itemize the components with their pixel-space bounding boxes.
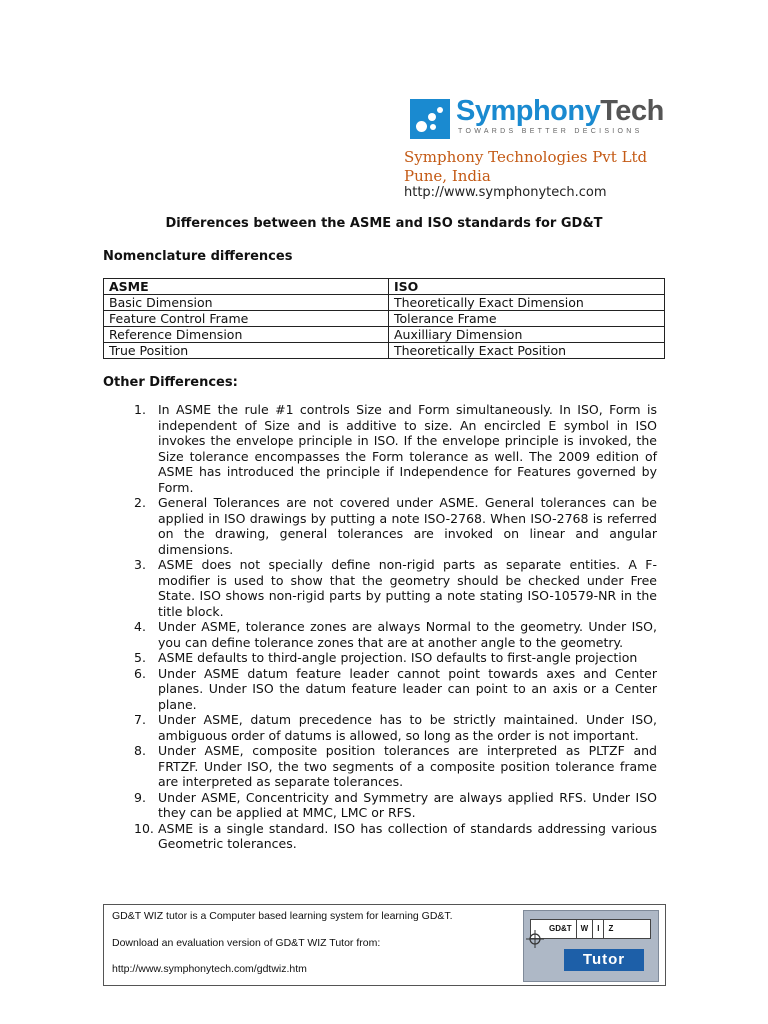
list-item [134,495,657,557]
table-cell-asme: Feature Control Frame [104,311,389,327]
badge-cell-i: I [592,920,603,938]
list-item [134,650,657,666]
table-cell-asme: Basic Dimension [104,295,389,311]
list-item-number: 1. [134,402,146,417]
table-row [104,343,665,359]
table-cell-iso: Auxilliary Dimension [389,327,665,343]
list-item-text: Under ASME, tolerance zones are always Normal to the geometry. Under ISO, you can define tolerance zones that are at another angle to the geometry. [158,619,657,650]
table-cell-iso: Theoretically Exact Position [389,343,665,359]
differences-list [134,402,657,852]
crosshair-icon [525,929,545,949]
list-item-text: ASME is a single standard. ISO has collection of standards addressing various Geometric tolerances. [158,820,657,851]
company-name: Symphony Technologies Pvt Ltd [404,148,648,166]
list-item-number: 2. [134,495,146,510]
company-location: Pune, India [404,167,491,185]
promo-download-text: Download an evaluation version of GD&T WIZ Tutor from: [112,937,381,949]
list-item-number: 4. [134,619,146,634]
promo-footer-box [103,904,666,986]
logo-tagline: TOWARDS BETTER DECISIONS [458,128,643,135]
nomenclature-table [103,278,665,359]
tutor-label: Tutor [564,949,644,971]
document-title: Differences between the ASME and ISO standards for GD&T [165,216,603,231]
badge-cell-w: W [576,920,593,938]
list-item-number: 8. [134,743,146,758]
company-address [404,148,647,186]
list-item [134,666,657,713]
table-cell-iso: Tolerance Frame [389,311,665,327]
table-row [104,327,665,343]
list-item [134,743,657,790]
list-item-number: 7. [134,712,146,727]
table-cell-asme: Reference Dimension [104,327,389,343]
list-item-text: Under ASME, composite position tolerances are interpreted as PLTZF and FRTZF. Under ISO, the two segments of a composite position tolerance frame are interpreted as separate tolerances. [158,743,657,789]
other-differences-heading: Other Differences: [103,375,238,390]
company-logo [410,95,664,139]
table-cell-asme: True Position [104,343,389,359]
badge-cell-gdt: GD&T [549,924,572,933]
gdt-wiz-tutor-badge[interactable] [523,910,659,982]
badge-cell-z: Z [603,920,617,938]
list-item [134,557,657,619]
table-cell-iso: Theoretically Exact Dimension [389,295,665,311]
column-header-iso: ISO [389,279,665,295]
list-item-number: 5. [134,650,146,665]
list-item-number: 9. [134,789,146,805]
list-item-number: 3. [134,557,146,572]
list-item [134,402,657,495]
table-row [104,311,665,327]
list-item-number: 6. [134,665,146,681]
promo-download-link[interactable]: http://www.symphonytech.com/gdtwiz.htm [112,963,307,975]
list-item [134,619,657,650]
list-item [134,821,657,852]
list-item-text: In ASME the rule #1 controls Size and Form simultaneously. In ISO, Form is independent of Size and is additive to size. An encircled E symbol in ISO invokes the envelope principle in ISO. If the envelope principle is invoked, the Size tolerance encompasses the Form tolerance as well. The 2009 edition of ASME has introduced the principle if Independence for Features governed by Form. [158,402,657,495]
list-item-text: ASME defaults to third-angle projection. ISO defaults to first-angle projection [158,650,638,665]
gdt-wiz-frame [530,919,651,939]
list-item [134,712,657,743]
table-header-row [104,279,665,295]
list-item-text: ASME does not specially define non-rigid parts as separate entities. A F-modifier is used to show that the geometry should be checked under Free State. ISO shows non-rigid parts by putting a note stating ISO-10579-NR in the title block. [158,557,657,619]
table-row [104,295,665,311]
logo-brand-name: SymphonyTech [456,95,664,127]
company-website-link[interactable]: http://www.symphonytech.com [404,185,607,200]
list-item-number: 10. [134,820,154,836]
list-item-text: Under ASME datum feature leader cannot point towards axes and Center planes. Under ISO the datum feature leader can point to an axis or a Center plane. [158,665,657,712]
list-item-text: Under ASME, datum precedence has to be strictly maintained. Under ISO, ambiguous order of datums is allowed, so long as the order is not important. [158,712,657,743]
column-header-asme: ASME [104,279,389,295]
list-item [134,790,657,821]
list-item-text: General Tolerances are not covered under ASME. General tolerances can be applied in ISO drawings by putting a note ISO-2768. When ISO-2768 is referred on the drawing, general tolerances are invoked on linear and angular dimensions. [158,495,657,557]
logo-mark-icon [410,99,450,139]
promo-description: GD&T WIZ tutor is a Computer based learning system for learning GD&T. [112,910,453,922]
nomenclature-heading: Nomenclature differences [103,249,293,264]
list-item-text: Under ASME, Concentricity and Symmetry are always applied RFS. Under ISO they can be applied at MMC, LMC or RFS. [158,789,657,820]
